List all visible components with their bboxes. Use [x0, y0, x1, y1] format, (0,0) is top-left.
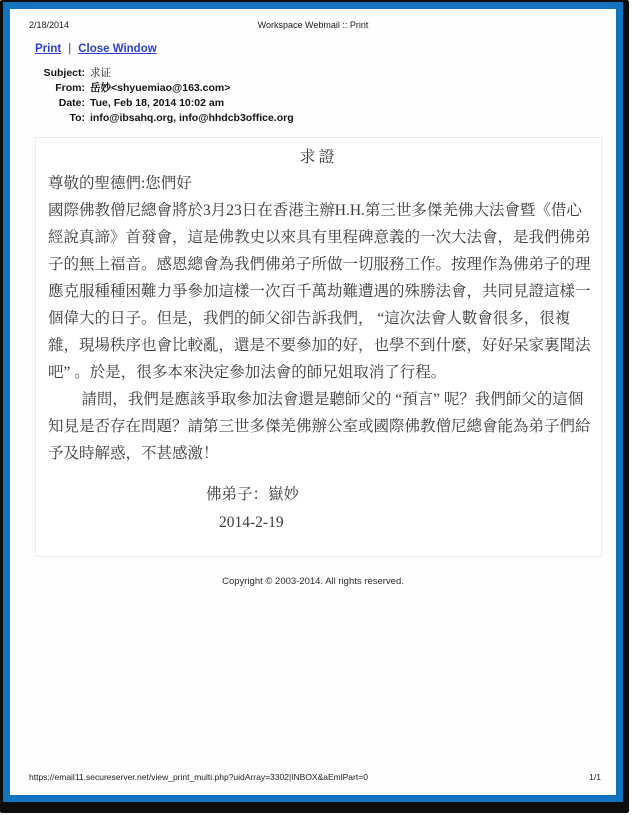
header-row-to: [10, 111, 294, 126]
to-label: To:: [69, 112, 85, 124]
page-indicator: 1/1: [589, 772, 601, 782]
header-row-from: [10, 81, 294, 96]
close-window-link[interactable]: Close Window: [78, 43, 157, 55]
email-headers: [10, 66, 294, 126]
from-value: 岳妙<shyuemiao@163.com>: [90, 82, 231, 94]
toolbar-separator: |: [68, 43, 72, 55]
print-footer: [29, 772, 601, 782]
letter-title: 求證: [299, 149, 338, 166]
letter-body: [36, 167, 601, 537]
print-toolbar: [35, 42, 157, 56]
signature-date: 2014-2-19: [219, 514, 284, 531]
subject-value: 求证: [90, 67, 111, 79]
email-message-body: [35, 137, 602, 557]
signature-name: 佛弟子：嶽妙: [206, 486, 300, 503]
print-page: [3, 2, 623, 802]
window-title: Workspace Webmail :: Print: [257, 20, 369, 30]
date-value: Tue, Feb 18, 2014 10:02 am: [90, 97, 225, 109]
header-row-subject: [10, 66, 294, 81]
copyright-notice: Copyright © 2003-2014. All rights reserved.: [222, 576, 404, 587]
print-link[interactable]: Print: [35, 43, 62, 55]
browser-print-header: [10, 20, 616, 32]
date-label: Date:: [58, 97, 85, 109]
header-row-date: [10, 96, 294, 111]
letter-paragraph-2: 請問，我們是應該爭取參加法會還是聽師父的 “預言” 呢？我們師父的這個知見是否存在問題？請第三世多傑羌佛辦公室或國際佛教僧尼總會能為弟子們給予及時解惑，不甚感激！: [48, 391, 591, 462]
from-label: From:: [55, 82, 85, 94]
letter-paragraph-1: 國際佛教僧尼總會將於3月23日在香港主辦H.H.第三世多傑羌佛大法會暨《借心經說真諦》首發會，這是佛教史以來具有里程碑意義的一次大法會，是我們佛弟子的無上福音。感恩總會為我們佛弟子所做一切服務工作。按理作為佛弟子的理應克服種種困難力爭參加這樣一次百千萬劫難遭遇的殊勝法會，共同見證這樣一個偉大的日子。但是，我們的師父卻告訴我們， “這次法會人數會很多，很複雜，現場秩序也會比較亂，還是不要參加的好，也學不到什麼，好好呆家裏聞法吧” 。於是，很多本來決定參加法會的師兄姐取消了行程。: [48, 202, 591, 381]
subject-label: Subject:: [43, 67, 85, 79]
letter-signature: [48, 481, 593, 537]
to-value: info@ibsahq.org, info@hhdcb3office.org: [90, 112, 294, 124]
print-page-content: [10, 9, 616, 795]
letter-greeting: 尊敬的聖德們:您們好: [48, 175, 192, 192]
print-date: 2/18/2014: [29, 20, 70, 30]
source-url: https://email11.secureserver.net/view_print_multi.php?uidArray=3302|INBOX&aEmlPart=0: [29, 772, 368, 782]
